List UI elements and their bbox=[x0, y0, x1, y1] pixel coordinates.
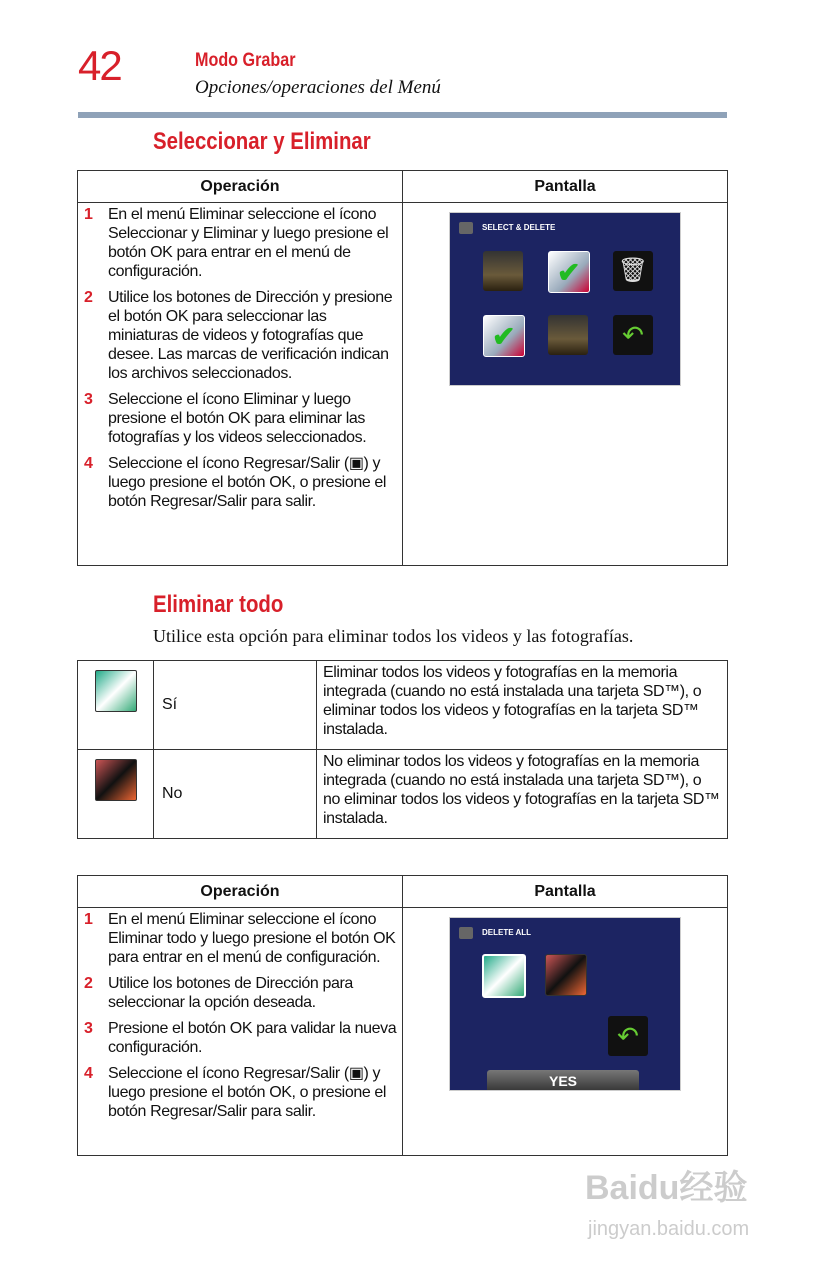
select-delete-table bbox=[77, 170, 728, 566]
option-label: Sí bbox=[154, 661, 317, 750]
photo-thumbnail bbox=[548, 315, 588, 355]
check-icon: ✔ bbox=[557, 257, 581, 288]
option-description: Eliminar todos los videos y fotografías en la memoria integrada (cuando no está instalada una tarjeta SD™), o eliminar todos los videos y fotografías en la tarjeta SD™ instalada. bbox=[317, 661, 728, 750]
yes-button: YES bbox=[487, 1070, 639, 1091]
step: 4 Seleccione el ícono Regresar/Salir (▣) y luego presione el botón OK, o presione el botón Regresar/Salir para salir. bbox=[84, 455, 387, 510]
delete-all-options-table bbox=[77, 660, 728, 839]
camera-icon bbox=[459, 927, 473, 939]
header-rule bbox=[78, 112, 727, 118]
col-header: Pantalla bbox=[403, 876, 728, 908]
page-number: 42 bbox=[78, 42, 121, 89]
screen-cell bbox=[403, 908, 728, 1156]
col-header: Operación bbox=[78, 171, 403, 203]
step: 2 Utilice los botones de Dirección y presione el botón OK para seleccionar las miniaturas de videos y fotografías que desee. Las marcas de verificación indican los archivos seleccionados. bbox=[84, 289, 393, 382]
col-header: Pantalla bbox=[403, 171, 728, 203]
check-icon: ✔ bbox=[492, 321, 516, 352]
chapter-title: Modo Grabar bbox=[195, 50, 296, 71]
section-title: Eliminar todo bbox=[153, 591, 284, 618]
screen-title: SELECT & DELETE bbox=[482, 223, 556, 232]
step: 1 En el menú Eliminar seleccione el ícono Seleccionar y Eliminar y luego presione el botón OK para entrar en el menú de configuración. bbox=[84, 206, 389, 280]
select-delete-screen bbox=[449, 212, 681, 386]
delete-all-screen bbox=[449, 917, 681, 1091]
screen-cell bbox=[403, 203, 728, 566]
delete-all-yes-icon bbox=[95, 670, 137, 712]
delete-all-no-icon bbox=[95, 759, 137, 801]
screen-title: DELETE ALL bbox=[482, 928, 532, 937]
selected-thumbnail bbox=[548, 251, 590, 293]
step: 2 Utilice los botones de Dirección para seleccionar la opción deseada. bbox=[84, 975, 353, 1011]
return-icon: ↶ bbox=[608, 1016, 648, 1056]
step: 3 Seleccione el ícono Eliminar y luego presione el botón OK para eliminar las fotografías y los videos seleccionados. bbox=[84, 391, 367, 446]
camera-icon bbox=[459, 222, 473, 234]
delete-all-table bbox=[77, 875, 728, 1156]
step: 1 En el menú Eliminar seleccione el ícono Eliminar todo y luego presione el botón OK para entrar en el menú de configuración. bbox=[84, 911, 396, 966]
step: 4 Seleccione el ícono Regresar/Salir (▣) y luego presione el botón OK, o presione el botón Regresar/Salir para salir. bbox=[84, 1065, 387, 1120]
watermark-brand: Baidu经验 bbox=[585, 1169, 748, 1207]
trash-icon: 🗑 bbox=[613, 251, 653, 291]
steps-cell bbox=[78, 203, 403, 566]
photo-thumbnail bbox=[483, 251, 523, 291]
watermark-url: jingyan.baidu.com bbox=[588, 1218, 750, 1240]
option-description: No eliminar todos los videos y fotografías en la memoria integrada (cuando no está instalada una tarjeta SD™), o no eliminar todos los videos y fotografías en la tarjeta SD™ instalada. bbox=[317, 750, 728, 839]
delete-all-no-icon bbox=[545, 954, 587, 996]
section-title: Seleccionar y Eliminar bbox=[153, 128, 371, 155]
col-header: Operación bbox=[78, 876, 403, 908]
return-icon: ↶ bbox=[613, 315, 653, 355]
step: 3 Presione el botón OK para validar la nueva configuración. bbox=[84, 1020, 397, 1056]
delete-all-yes-icon bbox=[482, 954, 526, 998]
chapter-subtitle: Opciones/operaciones del Menú bbox=[195, 77, 441, 98]
selected-thumbnail bbox=[483, 315, 525, 357]
steps-cell bbox=[78, 908, 403, 1156]
option-label: No bbox=[154, 750, 317, 839]
section-intro: Utilice esta opción para eliminar todos los videos y las fotografías. bbox=[153, 626, 634, 646]
